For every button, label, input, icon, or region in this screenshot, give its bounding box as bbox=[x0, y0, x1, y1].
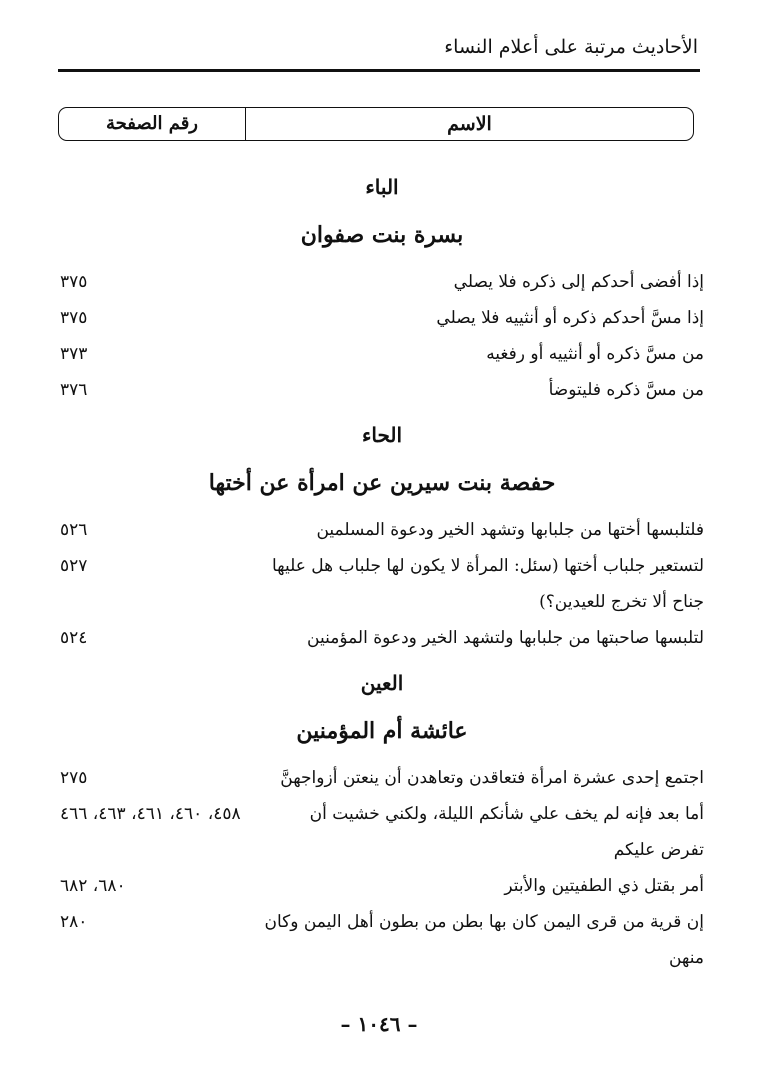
index-entry bbox=[60, 904, 704, 976]
entry-pages: ٥٢٤ bbox=[60, 628, 88, 648]
index-entry bbox=[60, 796, 704, 868]
entry-text: أما بعد فإنه لم يخف علي شأنكم الليلة، ولكني خشيت أن تفرض عليكم bbox=[309, 804, 704, 860]
entry-pages: ٣٧٥ bbox=[60, 272, 88, 292]
index-entry bbox=[60, 512, 704, 548]
entry-text: إذا أفضى أحدكم إلى ذكره فلا يصلي bbox=[453, 272, 704, 292]
entry-text: من مسَّ ذكره أو أنثييه أو رفغيه bbox=[486, 344, 704, 364]
index-entry bbox=[60, 300, 704, 336]
letter-heading: العين bbox=[360, 671, 404, 695]
index-entry bbox=[60, 264, 704, 300]
entry-pages: ٢٧٥ bbox=[60, 768, 88, 788]
index-entry bbox=[60, 620, 704, 656]
entry-text: فلتلبسها أختها من جلبابها وتشهد الخير ودعوة المسلمين bbox=[316, 520, 704, 540]
narrator-heading: عائشة أم المؤمنين bbox=[296, 718, 468, 744]
index-entry bbox=[60, 868, 704, 904]
index-content bbox=[60, 160, 704, 976]
index-entry bbox=[60, 548, 704, 620]
entry-text: اجتمع إحدى عشرة امرأة فتعاقدن وتعاهدن أن ينعتن أزواجهنَّ bbox=[280, 768, 704, 788]
column-header-page: رقم الصفحة bbox=[59, 108, 246, 140]
entry-text: أمر بقتل ذي الطفيتين والأبتر bbox=[504, 876, 704, 896]
entry-pages: ٣٧٥ bbox=[60, 308, 88, 328]
index-entry bbox=[60, 372, 704, 408]
index-entry bbox=[60, 336, 704, 372]
header-rule bbox=[58, 69, 700, 72]
entry-pages: ٥٢٦ bbox=[60, 520, 88, 540]
narrator-heading: بسرة بنت صفوان bbox=[300, 222, 464, 248]
entry-text: لتستعير جلباب أختها (سئل: المرأة لا يكون لها جلباب هل عليها جناح ألا تخرج للعيدين؟) bbox=[271, 556, 704, 612]
entry-pages: ٣٧٣ bbox=[60, 344, 88, 364]
narrator-heading: حفصة بنت سيرين عن امرأة عن أختها bbox=[208, 470, 556, 496]
entry-pages: ٢٨٠ bbox=[60, 912, 88, 932]
running-head: الأحاديث مرتبة على أعلام النساء bbox=[444, 36, 698, 58]
table-header bbox=[58, 107, 694, 141]
letter-heading: الباء bbox=[365, 175, 399, 199]
entry-pages: ٦٨٠، ٦٨٢ bbox=[60, 876, 126, 896]
entry-pages: ٥٢٧ bbox=[60, 556, 88, 576]
entry-text: إن قرية من قرى اليمن كان بها بطن من بطون أهل اليمن وكان منهن bbox=[264, 912, 704, 968]
index-entry bbox=[60, 760, 704, 796]
entry-text: إذا مسَّ أحدكم ذكره أو أنثييه فلا يصلي bbox=[436, 308, 704, 328]
entry-pages: ٣٧٦ bbox=[60, 380, 88, 400]
column-header-name: الاسم bbox=[447, 113, 492, 135]
page-number: – ١٠٤٦ – bbox=[340, 1012, 418, 1036]
letter-heading: الحاء bbox=[361, 423, 403, 447]
entry-pages: ٤٥٨، ٤٦٠، ٤٦١، ٤٦٣، ٤٦٦ bbox=[60, 804, 241, 824]
entry-text: من مسَّ ذكره فليتوضأ bbox=[548, 380, 704, 400]
entry-text: لتلبسها صاحبتها من جلبابها ولتشهد الخير ودعوة المؤمنين bbox=[307, 628, 704, 648]
